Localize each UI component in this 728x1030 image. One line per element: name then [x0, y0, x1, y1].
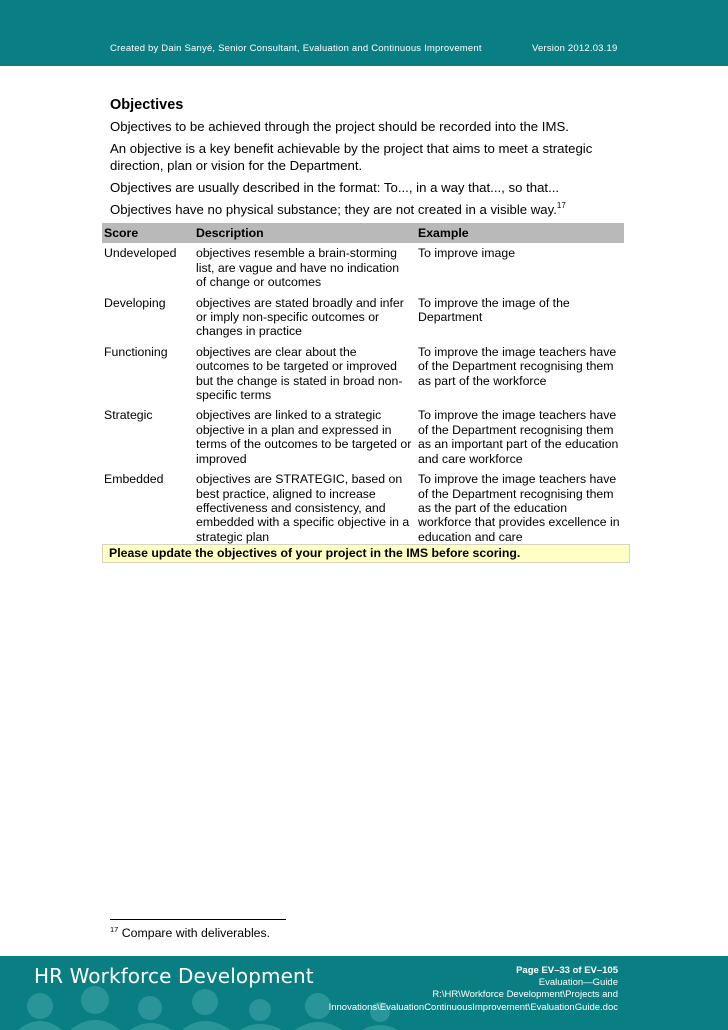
paragraph: Objectives are usually described in the format: To..., in a way that..., so that... [110, 180, 560, 195]
score-table [102, 223, 624, 548]
footnote-number: 17 [110, 925, 119, 934]
footnote-reference[interactable]: 17 [556, 201, 566, 210]
section-title: Objectives [110, 97, 184, 113]
main-content [104, 96, 626, 548]
paragraph: Objectives to be achieved through the project should be recorded into the IMS. [110, 119, 569, 134]
column-header-description: Description [194, 224, 416, 243]
update-notice: Please update the objectives of your project in the IMS before scoring. [102, 544, 630, 563]
header-author-line: Created by Dain Sanyé, Senior Consultant, Evaluation and Continuous Improvement [110, 43, 482, 54]
column-header-example: Example [416, 224, 624, 243]
table-row [102, 243, 624, 293]
table-row [102, 342, 624, 406]
header-version: Version 2012.03.19 [532, 43, 618, 54]
score-cell: Strategic [104, 408, 153, 423]
paragraph-text: Objectives have no physical substance; they are not created in a visible way. [110, 202, 557, 217]
description-cell: objectives are STRATEGIC, based on best practice, aligned to increase effectiveness and consistency, and embedded with a specific objective in a strategic plan [194, 469, 416, 548]
footer-brand-logo: HR Workforce Development [34, 964, 314, 988]
description-cell: objectives are linked to a strategic objective in a plan and expressed in terms of the outcomes to be targeted or improved [196, 408, 412, 466]
example-cell: To improve image [418, 246, 516, 261]
page-number: Page EV–33 of EV–105 [516, 965, 618, 976]
score-cell: Undeveloped [104, 246, 177, 261]
document-path-line: R:\HR\Workforce Development\Projects and [432, 989, 618, 1001]
example-cell: To improve the image teachers have of the Department recognising them as part of the workforce [418, 344, 617, 388]
paragraph-with-footnote [110, 201, 626, 218]
document-title: Evaluation—Guide [538, 977, 618, 989]
description-cell: objectives are clear about the outcomes to be targeted or improved but the change is stated in broad non-specific terms [196, 344, 403, 403]
example-cell: To improve the image teachers have of the Department recognising them as the part of the education workforce that provides excellence in education and care [416, 469, 624, 548]
example-cell: To improve the image of the Department [418, 295, 570, 325]
score-cell: Functioning [104, 344, 168, 359]
table-row [102, 469, 624, 548]
footnote-divider [110, 919, 286, 920]
score-cell: Developing [104, 295, 166, 310]
header-band [0, 0, 728, 66]
score-cell: Embedded [102, 469, 194, 548]
table-header-row [102, 224, 624, 243]
example-cell: To improve the image teachers have of the Department recognising them as an important part of the education and care workforce [418, 408, 619, 466]
description-cell: objectives resemble a brain-storming list, are vague and have no indication of change or outcomes [196, 246, 400, 290]
footer-band [0, 956, 728, 1030]
table-row [102, 293, 624, 342]
paragraph: An objective is a key benefit achievable by the project that aims to meet a strategic direction, plan or vision for the Department. [110, 141, 593, 173]
footnote-text: Compare with deliverables. [121, 926, 271, 940]
description-cell: objectives are stated broadly and infer or imply non-specific outcomes or changes in practice [196, 295, 404, 339]
footnote [110, 926, 270, 940]
column-header-score: Score [102, 224, 194, 243]
footer-document-info [198, 965, 618, 1014]
document-path-line: Innovations\EvaluationContinuousImprovement\EvaluationGuide.doc [328, 1001, 618, 1013]
table-row [102, 405, 624, 469]
